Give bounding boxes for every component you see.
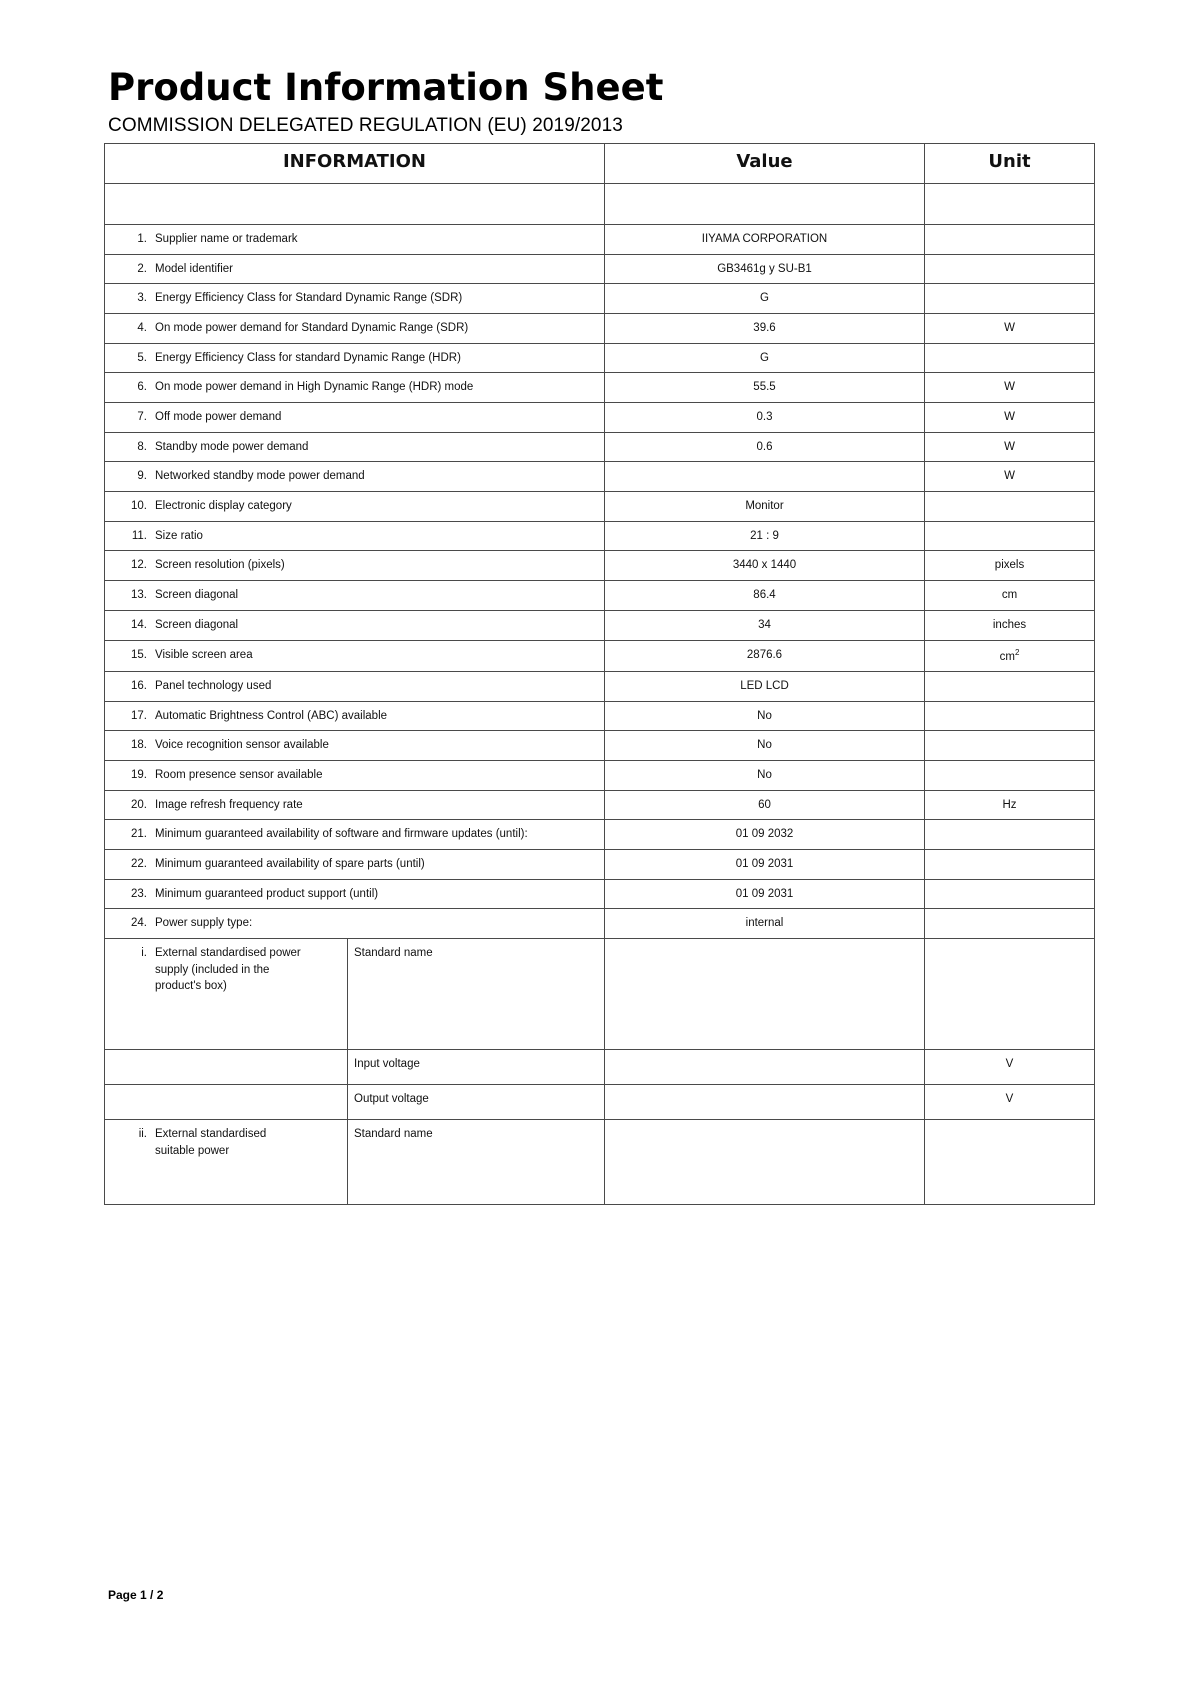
row-label: Automatic Brightness Control (ABC) available bbox=[155, 709, 388, 722]
row-unit: W bbox=[925, 462, 1095, 492]
row-index: 18. bbox=[131, 739, 147, 752]
row-label-cell bbox=[105, 225, 605, 255]
table-row bbox=[105, 790, 1095, 820]
row-label: Screen diagonal bbox=[155, 589, 239, 602]
row-label-cell bbox=[105, 909, 605, 939]
row-index: 9. bbox=[137, 470, 147, 483]
row-value: IIYAMA CORPORATION bbox=[605, 225, 925, 255]
row-unit: $cm^2$ bbox=[925, 640, 1095, 672]
row-label-cell bbox=[105, 403, 605, 433]
table-row bbox=[105, 551, 1095, 581]
row-index: 19. bbox=[131, 769, 147, 782]
subblock-item-value bbox=[605, 1050, 925, 1085]
subblock-marker: ii. bbox=[138, 1128, 147, 1141]
row-value: 3440 x 1440 bbox=[605, 551, 925, 581]
table-spacer-row bbox=[105, 184, 1095, 225]
row-label: Energy Efficiency Class for Standard Dynamic Range (SDR) bbox=[155, 292, 463, 305]
column-header-unit: Unit bbox=[925, 144, 1095, 184]
row-unit bbox=[925, 521, 1095, 551]
page-title: Product Information Sheet bbox=[108, 66, 664, 109]
row-unit bbox=[925, 284, 1095, 314]
table-row bbox=[105, 850, 1095, 880]
table-header-row bbox=[105, 144, 1095, 184]
row-unit bbox=[925, 820, 1095, 850]
row-label-cell bbox=[105, 731, 605, 761]
row-label-cell bbox=[105, 551, 605, 581]
row-label-cell bbox=[105, 492, 605, 522]
row-index: 10. bbox=[131, 500, 147, 513]
row-index: 22. bbox=[131, 858, 147, 871]
row-index: 17. bbox=[131, 709, 147, 722]
table-row bbox=[105, 820, 1095, 850]
table-row bbox=[105, 225, 1095, 255]
row-index: 15. bbox=[131, 648, 147, 661]
row-unit bbox=[925, 672, 1095, 702]
row-unit bbox=[925, 909, 1095, 939]
row-unit: W bbox=[925, 373, 1095, 403]
row-unit bbox=[925, 731, 1095, 761]
row-value: No bbox=[605, 761, 925, 791]
row-label-cell bbox=[105, 820, 605, 850]
row-value: No bbox=[605, 701, 925, 731]
row-unit: cm bbox=[925, 581, 1095, 611]
row-index: 2. bbox=[137, 262, 147, 275]
table-row bbox=[105, 284, 1095, 314]
table-row bbox=[105, 462, 1095, 492]
row-label-cell bbox=[105, 373, 605, 403]
subblock-item-value bbox=[605, 939, 925, 1050]
row-label-cell bbox=[105, 640, 605, 672]
row-label: Panel technology used bbox=[155, 680, 272, 692]
product-information-sheet bbox=[104, 48, 1094, 1205]
row-unit bbox=[925, 492, 1095, 522]
row-unit bbox=[925, 701, 1095, 731]
subblock-item-name: Output voltage bbox=[354, 1093, 429, 1106]
subblock-label-cell bbox=[105, 1120, 605, 1205]
row-value: 01 09 2032 bbox=[605, 820, 925, 850]
subblock-item-unit: V bbox=[925, 1085, 1095, 1120]
table-row bbox=[105, 640, 1095, 672]
spacer-cell-unit bbox=[925, 184, 1095, 225]
row-label: Room presence sensor available bbox=[155, 769, 323, 782]
row-index: 20. bbox=[131, 798, 147, 811]
row-unit: W bbox=[925, 432, 1095, 462]
table-row bbox=[105, 909, 1095, 939]
row-value: 0.3 bbox=[605, 403, 925, 433]
row-label-cell bbox=[105, 879, 605, 909]
row-index: 16. bbox=[131, 680, 147, 692]
row-label-cell bbox=[105, 254, 605, 284]
row-value: 01 09 2031 bbox=[605, 879, 925, 909]
subblock-label bbox=[105, 1120, 348, 1204]
row-unit: W bbox=[925, 403, 1095, 433]
table-row bbox=[105, 879, 1095, 909]
row-index: 23. bbox=[131, 887, 147, 900]
row-value: 2876.6 bbox=[605, 640, 925, 672]
row-index: 24. bbox=[131, 917, 147, 930]
row-value: 01 09 2031 bbox=[605, 850, 925, 880]
row-label-cell bbox=[105, 701, 605, 731]
row-value: GB3461g y SU-B1 bbox=[605, 254, 925, 284]
row-value: Monitor bbox=[605, 492, 925, 522]
row-label: Supplier name or trademark bbox=[155, 233, 298, 246]
row-index: 4. bbox=[137, 322, 147, 335]
table-subrow bbox=[105, 939, 1095, 1050]
row-label: Minimum guaranteed availability of spare parts (until) bbox=[155, 858, 425, 871]
row-value: 39.6 bbox=[605, 314, 925, 344]
subblock-label-blank bbox=[105, 1050, 348, 1084]
row-index: 7. bbox=[137, 411, 147, 424]
row-label: Image refresh frequency rate bbox=[155, 798, 303, 811]
row-unit: W bbox=[925, 314, 1095, 344]
subblock-label-cell bbox=[105, 939, 605, 1050]
table-row bbox=[105, 672, 1095, 702]
row-value bbox=[605, 462, 925, 492]
table-row bbox=[105, 761, 1095, 791]
row-label-cell bbox=[105, 432, 605, 462]
table-row bbox=[105, 701, 1095, 731]
row-label: Networked standby mode power demand bbox=[155, 470, 365, 483]
row-label: Energy Efficiency Class for standard Dynamic Range (HDR) bbox=[155, 351, 461, 364]
row-value: 60 bbox=[605, 790, 925, 820]
row-index: 14. bbox=[131, 618, 147, 631]
row-value: internal bbox=[605, 909, 925, 939]
table-subrow bbox=[105, 1120, 1095, 1205]
row-index: 1. bbox=[137, 233, 147, 246]
row-unit: pixels bbox=[925, 551, 1095, 581]
row-label: Visible screen area bbox=[155, 648, 253, 661]
row-label: Screen diagonal bbox=[155, 618, 239, 631]
row-label-cell bbox=[105, 610, 605, 640]
row-label: Minimum guaranteed product support (until) bbox=[155, 887, 379, 900]
column-header-information: INFORMATION bbox=[105, 144, 605, 184]
row-unit bbox=[925, 850, 1095, 880]
row-index: 6. bbox=[137, 381, 147, 394]
row-index: 11. bbox=[131, 529, 147, 542]
table-row bbox=[105, 731, 1095, 761]
row-label: Minimum guaranteed availability of software and firmware updates (until): bbox=[155, 828, 528, 841]
table-row bbox=[105, 432, 1095, 462]
table-row bbox=[105, 492, 1095, 522]
subblock-item-name: Input voltage bbox=[354, 1058, 420, 1071]
row-label-cell bbox=[105, 581, 605, 611]
row-index: 3. bbox=[137, 292, 147, 305]
row-label: Screen resolution (pixels) bbox=[155, 559, 285, 572]
table-row bbox=[105, 581, 1095, 611]
spacer-cell-value bbox=[605, 184, 925, 225]
table-row bbox=[105, 343, 1095, 373]
row-unit bbox=[925, 254, 1095, 284]
row-unit: Hz bbox=[925, 790, 1095, 820]
row-value: 21 : 9 bbox=[605, 521, 925, 551]
row-index: 8. bbox=[137, 440, 147, 453]
row-label: Power supply type: bbox=[155, 917, 253, 930]
row-unit bbox=[925, 879, 1095, 909]
table-subrow bbox=[105, 1085, 1095, 1120]
subblock-item-unit bbox=[925, 939, 1095, 1050]
subblock-label-text: External standardised power supply (included in the product's box) bbox=[155, 947, 301, 993]
row-unit: inches bbox=[925, 610, 1095, 640]
row-label-cell bbox=[105, 314, 605, 344]
row-label: Off mode power demand bbox=[155, 411, 282, 424]
row-label-cell bbox=[105, 850, 605, 880]
row-label: Size ratio bbox=[155, 529, 203, 542]
row-value: G bbox=[605, 284, 925, 314]
row-unit bbox=[925, 343, 1095, 373]
row-label-cell bbox=[105, 790, 605, 820]
subblock-label-cell bbox=[105, 1050, 605, 1085]
row-index: 12. bbox=[131, 559, 147, 572]
row-value: 86.4 bbox=[605, 581, 925, 611]
row-label-cell bbox=[105, 343, 605, 373]
row-label-cell bbox=[105, 284, 605, 314]
row-index: 13. bbox=[131, 589, 147, 602]
product-information-table bbox=[104, 143, 1095, 1205]
subblock-item-name: Standard name bbox=[354, 947, 433, 960]
row-label: Standby mode power demand bbox=[155, 440, 309, 453]
subblock-item-value bbox=[605, 1120, 925, 1205]
row-value: G bbox=[605, 343, 925, 373]
row-value: 55.5 bbox=[605, 373, 925, 403]
row-label: Electronic display category bbox=[155, 500, 292, 513]
row-value: LED LCD bbox=[605, 672, 925, 702]
row-index: 21. bbox=[131, 828, 147, 841]
subblock-label-blank bbox=[105, 1085, 348, 1119]
row-value: 34 bbox=[605, 610, 925, 640]
table-row bbox=[105, 314, 1095, 344]
subblock-label-cell bbox=[105, 1085, 605, 1120]
subblock-label bbox=[105, 939, 348, 1049]
row-unit bbox=[925, 225, 1095, 255]
column-header-value: Value bbox=[605, 144, 925, 184]
row-label: On mode power demand in High Dynamic Range (HDR) mode bbox=[155, 381, 474, 394]
table-row bbox=[105, 521, 1095, 551]
table-row bbox=[105, 610, 1095, 640]
row-value: 0.6 bbox=[605, 432, 925, 462]
subblock-item-value bbox=[605, 1085, 925, 1120]
table-row bbox=[105, 254, 1095, 284]
regulation-subtitle: COMMISSION DELEGATED REGULATION (EU) 2019/2013 bbox=[108, 115, 623, 136]
subblock-label-text: External standardised suitable power bbox=[155, 1128, 267, 1157]
row-label: Model identifier bbox=[155, 262, 233, 275]
row-index: 5. bbox=[137, 351, 147, 364]
row-label: Voice recognition sensor available bbox=[155, 739, 329, 752]
row-label-cell bbox=[105, 761, 605, 791]
table-row bbox=[105, 373, 1095, 403]
subblock-item-unit: V bbox=[925, 1050, 1095, 1085]
row-label-cell bbox=[105, 672, 605, 702]
row-unit bbox=[925, 761, 1095, 791]
row-label-cell bbox=[105, 462, 605, 492]
table-row bbox=[105, 403, 1095, 433]
page-footer: Page 1 / 2 bbox=[108, 1588, 164, 1602]
subblock-item-unit bbox=[925, 1120, 1095, 1205]
row-label: On mode power demand for Standard Dynamic Range (SDR) bbox=[155, 322, 469, 335]
subblock-item-name: Standard name bbox=[354, 1128, 433, 1141]
row-label-cell bbox=[105, 521, 605, 551]
table-subrow bbox=[105, 1050, 1095, 1085]
subblock-marker: i. bbox=[141, 947, 147, 960]
spacer-cell-info bbox=[105, 184, 605, 225]
row-value: No bbox=[605, 731, 925, 761]
